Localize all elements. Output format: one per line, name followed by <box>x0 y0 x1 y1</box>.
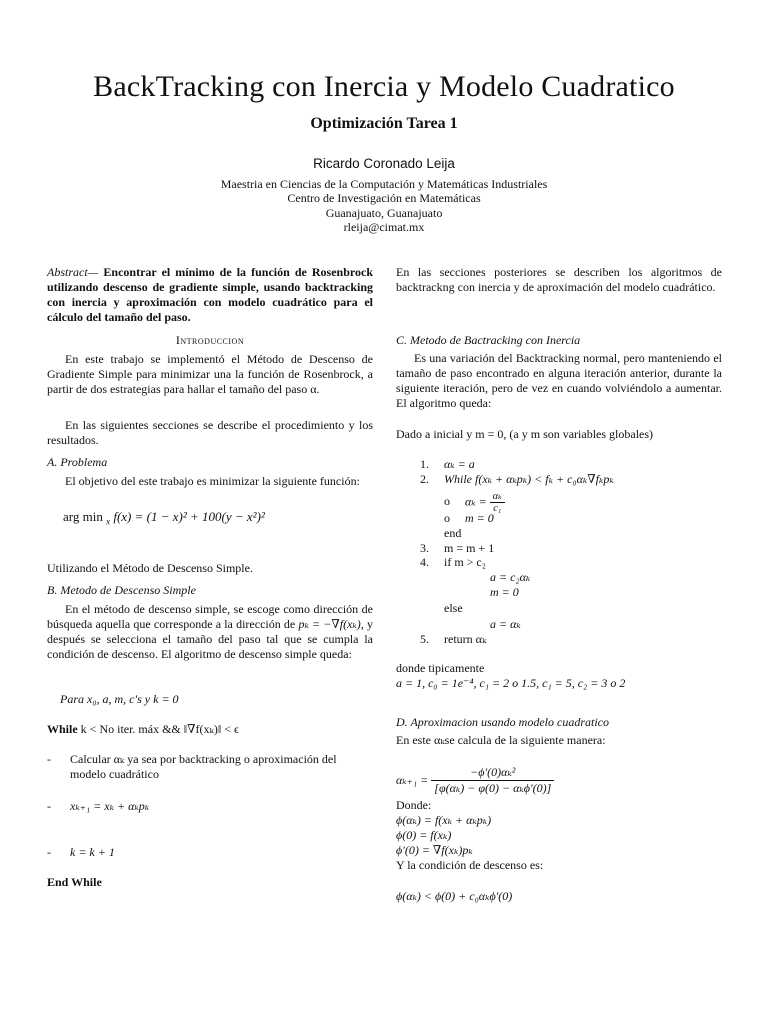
paper-title: BackTracking con Inercia y Modelo Cuadratico <box>93 70 675 103</box>
algo-step-3: m = m + 1 <box>444 541 495 555</box>
argmin-subscript: x <box>106 516 111 527</box>
algorithm-while <box>47 722 373 737</box>
section-a-paragraph: El objetivo del este trabajo es minimizar la siguiente función: <box>65 474 360 488</box>
phi-definition-2: ϕ(0) = f(xₖ) <box>396 828 452 842</box>
step-2b-text: m = 0 <box>465 511 494 525</box>
intro-paragraph-1: En este trabajo se implementó el Método de Descenso de Gradiente Simple para minimizar una la función de Rosenbrock, a partir de dos estrategias para hallar el tamaño del paso α. <box>47 352 373 396</box>
section-a-heading: A. Problema <box>47 455 108 469</box>
section-heading-introduction <box>47 333 373 348</box>
abstract-label: Abstract— <box>47 265 99 279</box>
affiliation-line-2: Centro de Investigación en Matemáticas <box>287 191 481 205</box>
algorithm-step-2 <box>47 799 373 814</box>
fraction-denominator: c₁ <box>493 503 502 514</box>
step-2-text: xₖ₊₁ = xₖ + αₖpₖ <box>70 799 150 813</box>
introduction-heading: Introduccion <box>175 333 245 347</box>
section-b-heading: B. Metodo de Descenso Simple <box>47 583 196 597</box>
algo-step-2: While f(xₖ + αₖpₖ) < fₖ + c₀αₖ∇fₖpₖ <box>444 472 614 486</box>
algo-step-2-end: end <box>444 526 462 540</box>
algo-num-5: 5. <box>420 632 429 646</box>
section-d-paragraph: En este αₖse calcula de la siguiente manera: <box>396 733 606 747</box>
while-condition: k < No iter. máx && ‖∇f(xₖ)‖ < ϵ <box>77 722 239 736</box>
dash-bullet: - <box>47 752 51 766</box>
fraction-numerator: αₖ <box>490 491 505 503</box>
while-keyword: While <box>47 722 78 736</box>
typical-values-label: donde tipicamente <box>396 661 485 675</box>
quadratic-formula <box>396 765 722 796</box>
algo-step-4: if m > c₂ <box>444 555 486 569</box>
algo-num-2: 2. <box>420 472 429 486</box>
algo-step-4a: a = c₂αₖ <box>490 570 531 584</box>
algo-step-4-else: else <box>444 601 463 615</box>
algo-step-4c: a = αₖ <box>490 617 521 631</box>
typical-values: a = 1, c₀ = 1e⁻⁴, c₁ = 2 o 1.5, c₁ = 5, c₂ = 3 o 2 <box>396 676 626 690</box>
formula-body: f(x) = (1 − x)² + 100(y − x²)² <box>113 509 265 524</box>
argmin-operator: arg min <box>63 509 103 524</box>
abstract-text: Encontrar el mínimo de la función de Rosenbrock utilizando descenso de gradiente simple, usando backtracking con inercia y aproximación con modelo cuadrático para el cálculo del tamaño del paso. <box>47 265 374 324</box>
section-b-text-1: En el método de descenso simple, se escoge como dirección de búsqueda aquella que corresponde a la dirección de <box>47 602 373 631</box>
algo-step-5: return αₖ <box>444 632 487 646</box>
descent-condition-label: Y la condición de descenso es: <box>396 858 544 872</box>
quadratic-lhs: αₖ₊₁ = <box>396 773 429 787</box>
paper-subtitle: Optimización Tarea 1 <box>310 115 458 132</box>
section-b-paragraph <box>47 602 373 662</box>
circle-bullet: o <box>444 494 450 509</box>
section-c-given: Dado a inicial y m = 0, (a y m son variables globales) <box>396 427 654 441</box>
descent-condition: ϕ(αₖ) < ϕ(0) + c₀αₖϕ′(0) <box>396 889 513 903</box>
algorithm-end-while: End While <box>47 875 102 889</box>
section-d-heading: D. Aproximacion usando modelo cuadratico <box>396 715 609 729</box>
rosenbrock-formula <box>63 509 389 530</box>
algo-step-2b <box>444 511 494 526</box>
algorithm-init: Para x₀, a, m, c′s y k = 0 <box>60 692 179 706</box>
algo-num-3: 3. <box>420 541 429 555</box>
author-name: Ricardo Coronado Leija <box>313 156 455 171</box>
affiliation-line-1: Maestria en Ciencias de la Computación y Matemáticas Industriales <box>220 177 548 191</box>
algo-num-4: 4. <box>420 555 429 569</box>
right-intro-paragraph: En las secciones posteriores se describen los algoritmos de backtrackng con inercia y de aproximación del modelo cuadrático. <box>396 265 722 294</box>
quadratic-fraction <box>431 765 554 796</box>
circle-bullet: o <box>444 511 450 525</box>
author-email: rleija@cimat.mx <box>343 220 425 234</box>
abstract <box>47 265 373 325</box>
algorithm-step-3 <box>47 845 373 860</box>
algo-step-1: αₖ = a <box>444 457 475 471</box>
quadratic-numerator: −ϕ′(0)αₖ² <box>431 765 554 781</box>
algorithm-step-1 <box>47 752 373 782</box>
quadratic-denominator: [φ(αₖ) − φ(0) − αₖϕ′(0)] <box>434 781 552 795</box>
step-2a-lhs: αₖ = <box>465 494 487 509</box>
phi-definition-3: ϕ′(0) = ∇f(xₖ)pₖ <box>396 843 473 857</box>
donde-label: Donde: <box>396 798 432 812</box>
step-3-text: k = k + 1 <box>70 845 115 859</box>
section-b-text-2: , y después se selecciona el tamaño del paso tal que se cumpla la condición de descenso. El algoritmo de descenso simple queda: <box>47 617 374 661</box>
section-a-closing: Utilizando el Método de Descenso Simple. <box>47 561 253 575</box>
step-1-text: Calcular αₖ ya sea por backtracking o aproximación del modelo cuadrático <box>70 752 337 781</box>
section-c-heading: C. Metodo de Bactracking con Inercia <box>396 333 581 347</box>
section-c-paragraph: Es una variación del Backtracking normal, pero manteniendo el tamaño de paso encontrado en alguna iteración anterior, durante la siguiente iteración, pero de vez en cuando volviéndolo a aumentar. El algoritmo queda: <box>396 351 722 410</box>
phi-definition-1: ϕ(αₖ) = f(xₖ + αₖpₖ) <box>396 813 492 827</box>
intro-paragraph-2: En las siguientes secciones se describe el procedimiento y los resultados. <box>47 418 373 447</box>
affiliation-line-3: Guanajuato, Guanajuato <box>325 206 443 220</box>
dash-bullet: - <box>47 799 51 813</box>
algo-step-4b: m = 0 <box>490 585 519 599</box>
algo-num-1: 1. <box>420 457 429 471</box>
section-b-direction-math: pₖ = −∇f(xₖ) <box>298 617 361 631</box>
dash-bullet: - <box>47 845 51 859</box>
